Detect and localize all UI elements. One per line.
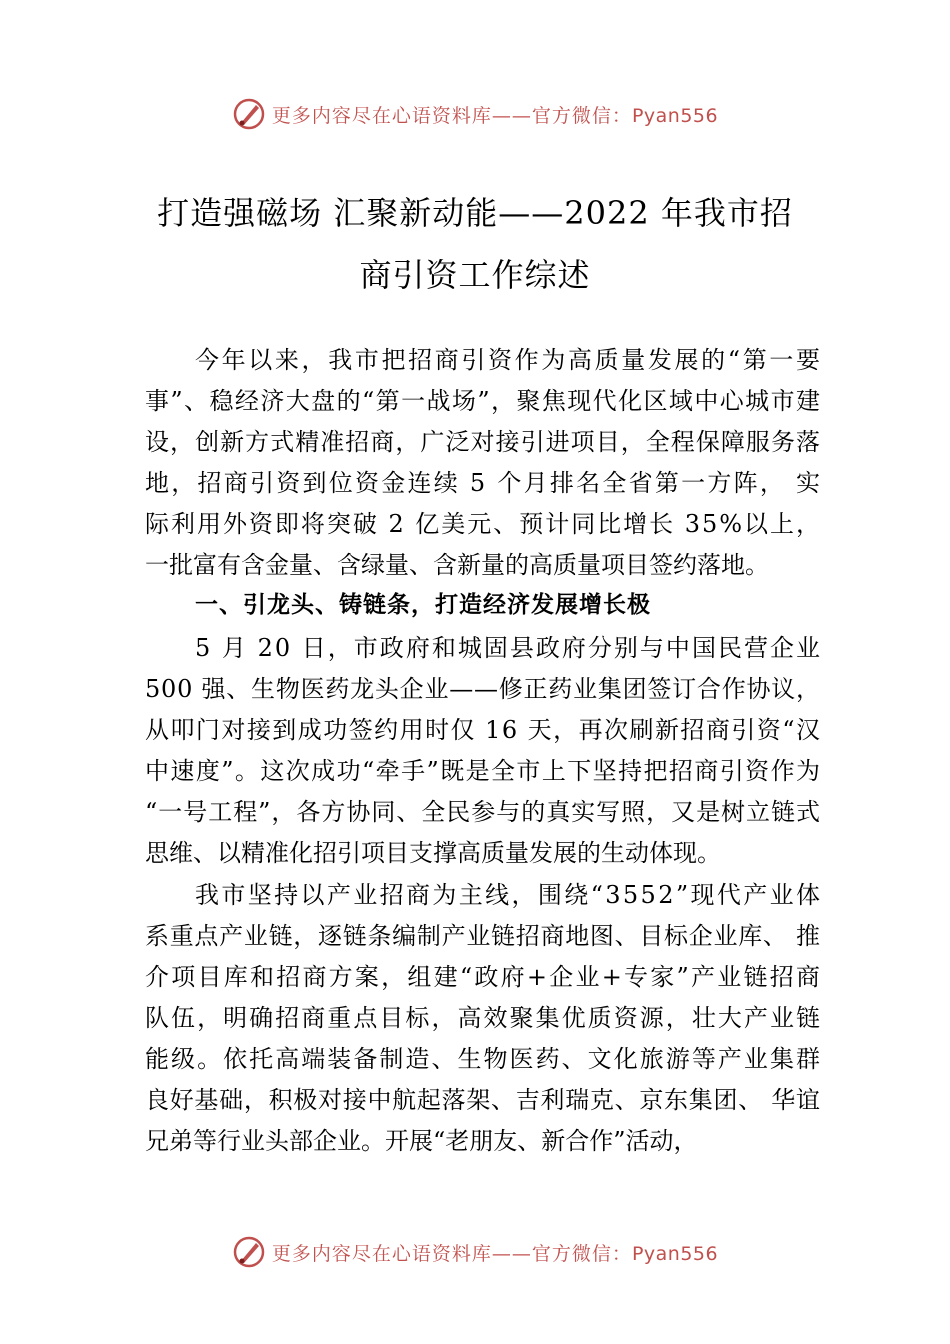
line-text: 系重点产业链，逐链条编制产业链招商地图、目标企业库、 推 — [145, 922, 821, 950]
document-title — [120, 182, 830, 306]
line-text: 500 强、生物医药龙头企业——修正药业集团签订合作协议， — [145, 675, 821, 703]
quill-logo-icon — [232, 97, 266, 131]
line-text: 中速度”。这次成功“牵手”既是全市上下坚持把招商引资作为 — [145, 757, 822, 785]
line-text: 兄弟等行业头部企业。开展“老朋友、新合作”活动， — [145, 1127, 698, 1155]
watermark-text — [272, 1239, 718, 1266]
line-text: 我市坚持以产业招商为主线，围绕“3552”现代产业体 — [195, 881, 823, 909]
text-line — [145, 875, 823, 916]
line-text: 介项目库和招商方案，组建“政府+企业+专家”产业链招商 — [145, 963, 823, 991]
paragraph-signing — [145, 628, 823, 874]
text-line — [145, 422, 820, 463]
text-line — [145, 916, 820, 957]
watermark-site: 更多内容尽在心语资料库 — [271, 1242, 492, 1265]
text-line — [145, 833, 820, 874]
text-line — [145, 504, 820, 545]
watermark-label: 官方微信： — [531, 1242, 632, 1265]
text-line — [145, 792, 820, 833]
watermark-footer — [0, 1230, 950, 1274]
text-line — [145, 381, 820, 422]
text-line — [145, 751, 820, 792]
line-text: 能级。依托高端装备制造、生物医药、文化旅游等产业集群 — [145, 1045, 823, 1073]
text-line — [145, 957, 823, 998]
title-line-1: 打造强磁场 汇聚新动能——2022 年我市招 — [157, 194, 793, 232]
line-text: 良好基础，积极对接中航起落架、吉利瑞克、京东集团、 华谊 — [145, 1086, 821, 1114]
text-line — [145, 710, 820, 751]
line-text: 事”、稳经济大盘的“第一战场”，聚焦现代化区域中心城市建 — [145, 387, 822, 415]
quill-logo-icon — [232, 1235, 266, 1269]
text-line — [145, 998, 823, 1039]
paragraph-intro — [145, 340, 823, 586]
line-text: 从叩门对接到成功签约用时仅 16 天，再次刷新招商引资“汉 — [145, 716, 822, 744]
text-line — [145, 628, 823, 669]
text-line — [145, 1080, 820, 1121]
watermark-dash: —— — [491, 104, 532, 127]
line-text: 一批富有含金量、含绿量、含新量的高质量项目签约落地。 — [145, 551, 769, 579]
title-line-2: 商引资工作综述 — [359, 256, 591, 294]
text-line — [145, 1121, 820, 1162]
watermark-dash: —— — [491, 1242, 532, 1265]
watermark-account: Pyan556 — [631, 104, 719, 127]
watermark-site: 更多内容尽在心语资料库 — [271, 104, 492, 127]
line-text: 5 月 20 日，市政府和城固县政府分别与中国民营企业 — [195, 634, 823, 662]
line-text: 地，招商引资到位资金连续 5 个月排名全省第一方阵， 实 — [145, 469, 823, 497]
line-text: “一号工程”，各方协同、全民参与的真实写照，又是树立链式 — [145, 798, 821, 826]
line-text: 思维、以精准化招引项目支撑高质量发展的生动体现。 — [145, 839, 721, 867]
line-text: 际利用外资即将突破 2 亿美元、预计同比增长 35%以上， — [145, 510, 822, 538]
text-line — [145, 463, 823, 504]
section-heading-1: 一、引龙头、铸链条，打造经济发展增长极 — [195, 592, 651, 618]
watermark-header — [0, 92, 950, 136]
line-text: 今年以来，我市把招商引资作为高质量发展的“第一要 — [195, 346, 823, 374]
text-line — [145, 669, 820, 710]
text-line — [145, 545, 820, 586]
watermark-label: 官方微信： — [531, 104, 632, 127]
text-line — [145, 340, 823, 381]
line-text: 队伍，明确招商重点目标，高效聚集优质资源，壮大产业链 — [145, 1004, 823, 1032]
paragraph-industry — [145, 875, 823, 1162]
text-line — [145, 1039, 823, 1080]
watermark-account: Pyan556 — [631, 1242, 719, 1265]
line-text: 设，创新方式精准招商，广泛对接引进项目，全程保障服务落 — [145, 428, 822, 456]
watermark-text — [272, 101, 718, 128]
